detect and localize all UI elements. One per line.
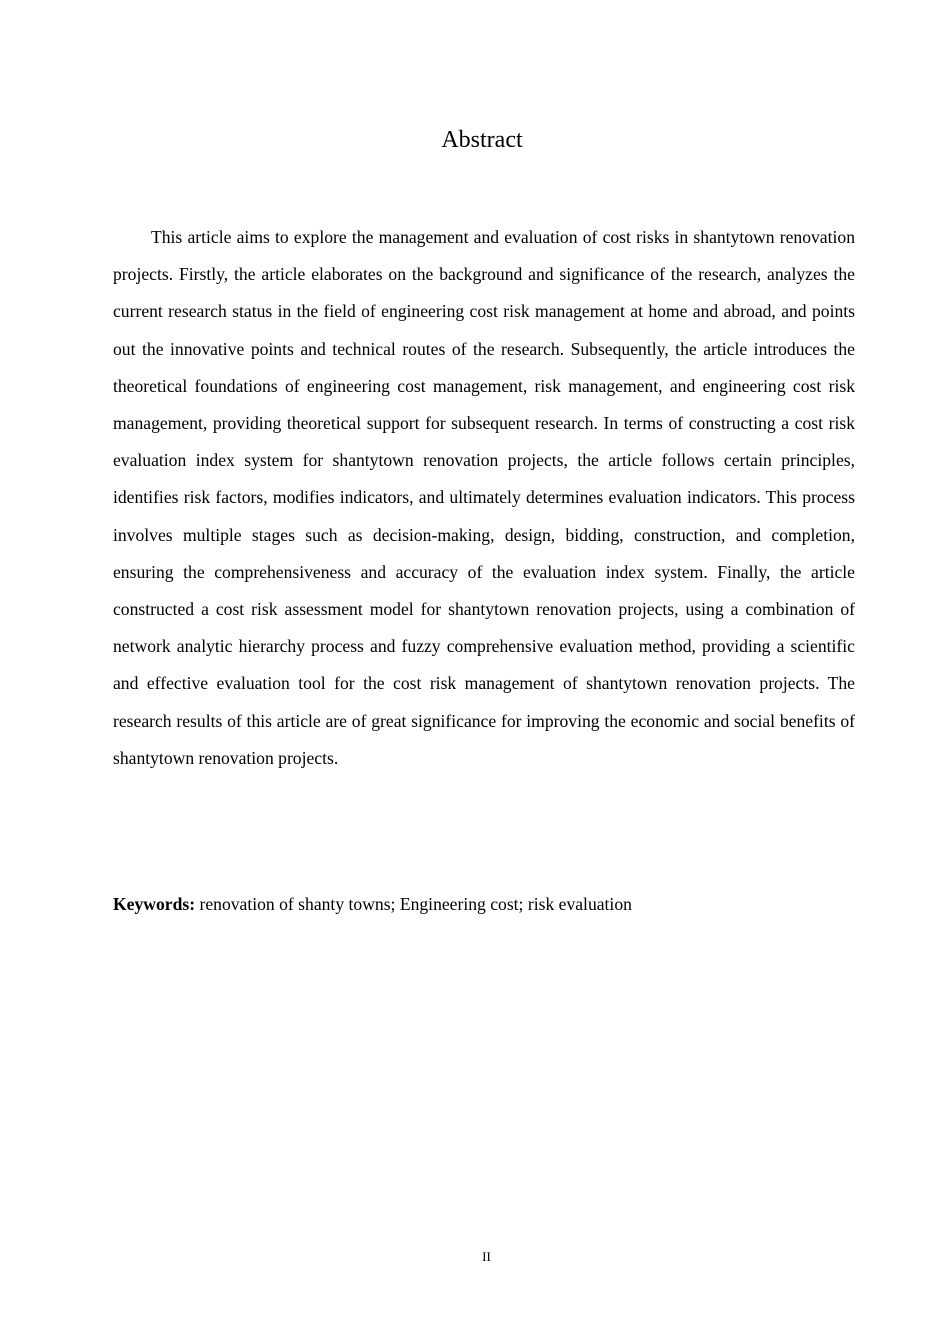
keywords-label: Keywords:	[113, 894, 196, 914]
keywords-line	[113, 888, 855, 920]
page-number: II	[482, 1249, 491, 1264]
abstract-title: Abstract	[441, 127, 523, 153]
abstract-body: This article aims to explore the management and evaluation of cost risks in shantytown renovation projects. Firstly, the article elaborates on the background and significance of the research, analyzes the current research status in the field of engineering cost risk management at home and abroad, and points out the innovative points and technical routes of the research. Subsequently, the article introduces the theoretical foundations of engineering cost management, risk management, and engineering cost risk management, providing theoretical support for subsequent research. In terms of constructing a cost risk evaluation index system for shantytown renovation projects, the article follows certain principles, identifies risk factors, modifies indicators, and ultimately determines evaluation indicators. This process involves multiple stages such as decision-making, design, bidding, construction, and completion, ensuring the comprehensiveness and accuracy of the evaluation index system. Finally, the article constructed a cost risk assessment model for shantytown renovation projects, using a combination of network analytic hierarchy process and fuzzy comprehensive evaluation method, providing a scientific and effective evaluation tool for the cost risk management of shantytown renovation projects. The research results of this article are of great significance for improving the economic and social benefits of shantytown renovation projects.	[113, 227, 855, 768]
keywords-text: renovation of shanty towns; Engineering cost; risk evaluation	[195, 894, 632, 914]
